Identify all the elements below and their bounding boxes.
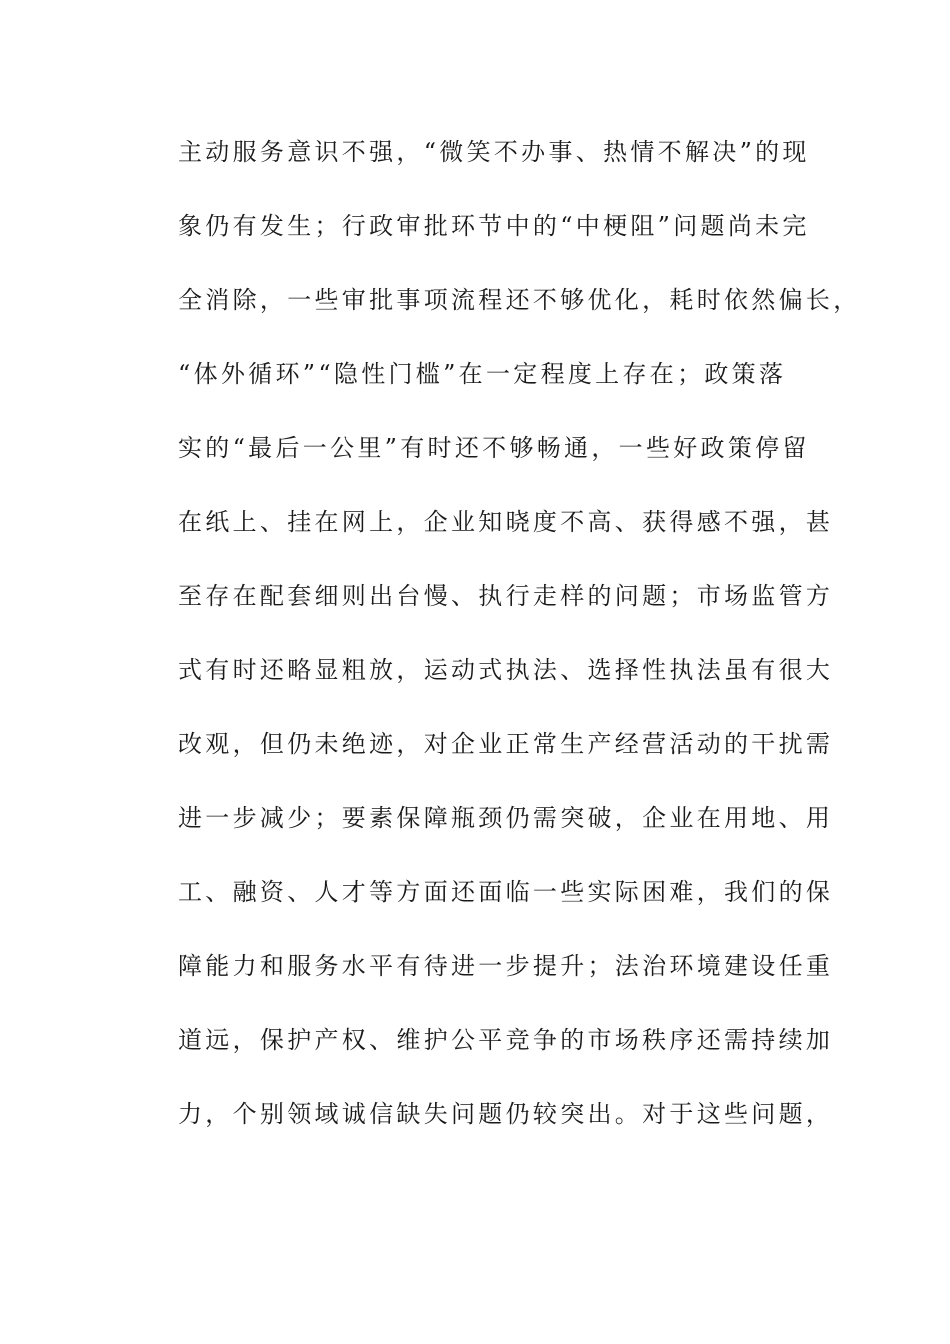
text-line-10: 进一步减少；要素保障瓶颈仍需突破，企业在用地、用 — [178, 804, 834, 832]
text-line-9: 改观，但仍未绝迹，对企业正常生产经营活动的干扰需 — [178, 730, 834, 758]
text-line-8: 式有时还略显粗放，运动式执法、选择性执法虽有很大 — [178, 656, 834, 684]
text-line-2: 象仍有发生；行政审批环节中的“中梗阻”问题尚未完 — [178, 212, 810, 240]
body-text — [178, 128, 861, 1164]
text-line-11: 工、融资、人才等方面还面临一些实际困难，我们的保 — [178, 878, 834, 906]
text-line-12: 障能力和服务水平有待进一步提升；法治环境建设任重 — [178, 952, 834, 980]
text-line-3: 全消除，一些审批事项流程还不够优化，耗时依然偏长， — [178, 286, 861, 314]
text-line-6: 在纸上、挂在网上，企业知晓度不高、获得感不强，甚 — [178, 508, 834, 536]
text-line-14: 力，个别领域诚信缺失问题仍较突出。对于这些问题， — [178, 1100, 834, 1128]
text-line-1: 主动服务意识不强，“微笑不办事、热情不解决”的现 — [178, 138, 810, 166]
text-line-13: 道远，保护产权、维护公平竞争的市场秩序还需持续加 — [178, 1026, 834, 1054]
text-line-4: “体外循环”“隐性门槛”在一定程度上存在；政策落 — [178, 360, 787, 388]
text-line-5: 实的“最后一公里”有时还不够畅通，一些好政策停留 — [178, 434, 810, 462]
text-line-7: 至存在配套细则出台慢、执行走样的问题；市场监管方 — [178, 582, 834, 610]
